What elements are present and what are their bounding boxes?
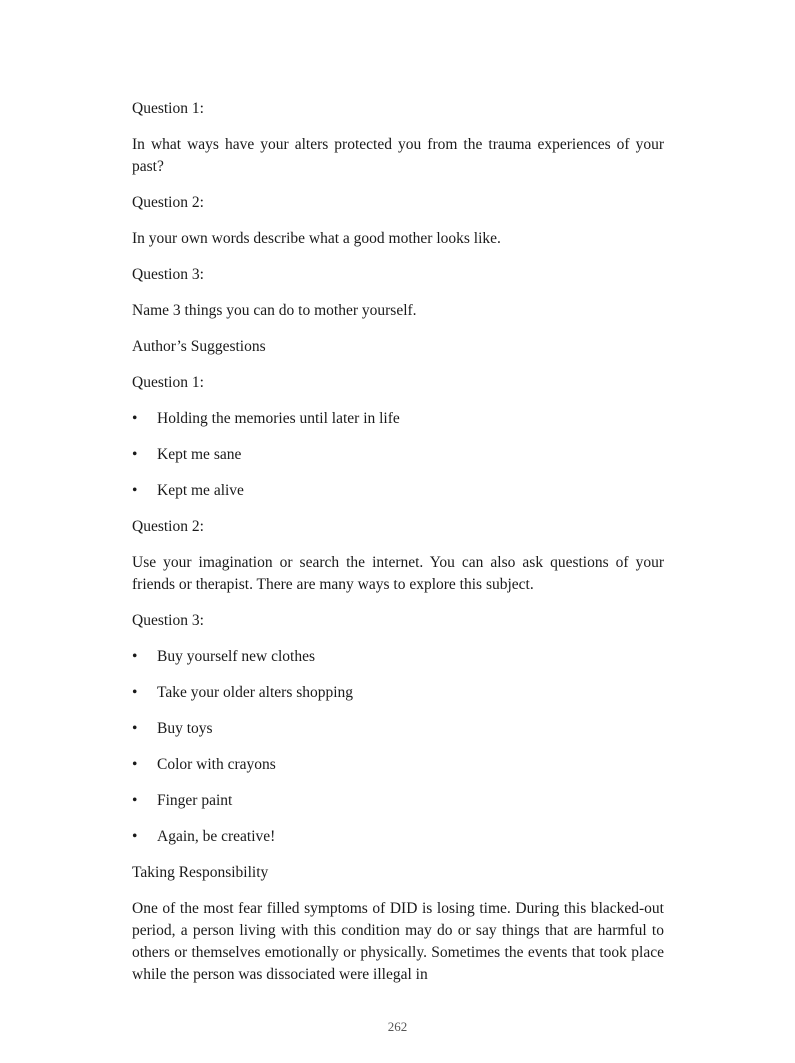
body-paragraph: In what ways have your alters protected you from the trauma experiences of your past? bbox=[132, 136, 664, 175]
question-heading: Question 1: bbox=[132, 374, 204, 391]
list-item bbox=[132, 754, 664, 776]
document-body bbox=[132, 98, 664, 986]
bullet-icon: • bbox=[132, 756, 138, 773]
bullet-icon: • bbox=[132, 720, 138, 737]
bullet-icon: • bbox=[132, 792, 138, 809]
question-heading: Question 3: bbox=[132, 612, 204, 629]
page-number: 262 bbox=[387, 1019, 408, 1034]
body-paragraph: One of the most fear filled symptoms of DID is losing time. During this blacked-out period, a person living with this condition may do or say things that are harmful to others or themselves emotionally or physically. Sometimes the events that took place while the person was dissociated were illegal in bbox=[132, 900, 664, 983]
list-item bbox=[132, 646, 664, 668]
question-heading: Question 3: bbox=[132, 266, 204, 283]
question-heading: Question 1: bbox=[132, 100, 204, 117]
bullet-icon: • bbox=[132, 446, 138, 463]
list-item bbox=[132, 480, 664, 502]
bullet-icon: • bbox=[132, 410, 138, 427]
list-item bbox=[132, 408, 664, 430]
body-paragraph: Name 3 things you can do to mother yourself. bbox=[132, 302, 417, 319]
list-item-text: Color with crayons bbox=[157, 756, 276, 773]
list-item bbox=[132, 826, 664, 848]
bullet-icon: • bbox=[132, 828, 138, 845]
body-paragraph: Use your imagination or search the internet. You can also ask questions of your friends or therapist. There are many ways to explore this subject. bbox=[132, 554, 664, 593]
list-item bbox=[132, 444, 664, 466]
list-item-text: Take your older alters shopping bbox=[157, 684, 354, 701]
list-item-text: Holding the memories until later in life bbox=[157, 410, 400, 427]
bullet-icon: • bbox=[132, 482, 138, 499]
list-item bbox=[132, 682, 664, 704]
section-heading: Author’s Suggestions bbox=[132, 338, 266, 355]
question-heading: Question 2: bbox=[132, 518, 204, 535]
question-heading: Question 2: bbox=[132, 194, 204, 211]
section-heading: Taking Responsibility bbox=[132, 864, 269, 881]
list-item-text: Kept me sane bbox=[157, 446, 242, 463]
list-item-text: Again, be creative! bbox=[157, 828, 276, 845]
bullet-icon: • bbox=[132, 684, 138, 701]
body-paragraph: In your own words describe what a good mother looks like. bbox=[132, 230, 501, 247]
list-item-text: Finger paint bbox=[157, 792, 233, 809]
bullet-list bbox=[132, 408, 664, 502]
bullet-icon: • bbox=[132, 648, 138, 665]
list-item bbox=[132, 718, 664, 740]
bullet-list bbox=[132, 646, 664, 848]
list-item-text: Buy toys bbox=[157, 720, 213, 737]
list-item bbox=[132, 790, 664, 812]
list-item-text: Buy yourself new clothes bbox=[157, 648, 315, 665]
list-item-text: Kept me alive bbox=[157, 482, 244, 499]
